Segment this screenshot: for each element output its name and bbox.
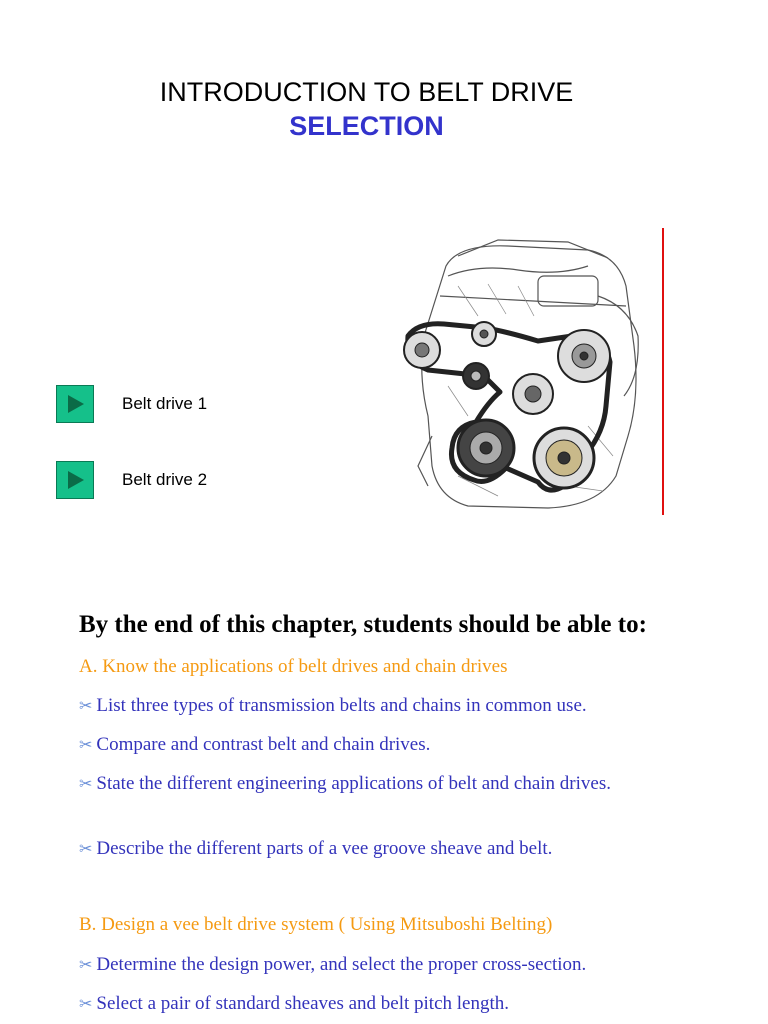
objective-item: ✂ State the different engineering applications of belt and chain drives. <box>79 773 611 794</box>
scissors-icon: ✂ <box>79 996 93 1013</box>
belt-drive-2-label: Belt drive 2 <box>122 470 208 489</box>
scissors-icon: ✂ <box>79 841 93 858</box>
section-a-text: Know the applications of belt drives and chain drives <box>102 656 508 677</box>
belt-drive-1-label: Belt drive 1 <box>122 394 208 413</box>
objective-item: ✂ Select a pair of standard sheaves and belt pitch length. <box>79 993 509 1014</box>
scissors-icon: ✂ <box>79 776 93 793</box>
scissors-icon: ✂ <box>79 698 93 715</box>
belt-drive-1-link[interactable] <box>56 384 207 424</box>
play-arrow-icon[interactable] <box>56 385 94 423</box>
page-subtitle: SELECTION <box>289 111 444 141</box>
section-a-heading <box>79 656 729 678</box>
objective-item: ✂ Describe the different parts of a vee groove sheave and belt. <box>79 838 553 859</box>
objectives-heading: By the end of this chapter, students should be able to: <box>79 611 647 638</box>
engine-belt-drive-illustration <box>388 236 646 512</box>
divider-line <box>662 228 664 515</box>
objective-item: ✂ List three types of transmission belts and chains in common use. <box>79 695 587 716</box>
section-a-label: A. <box>79 656 103 677</box>
objective-item: ✂ Compare and contrast belt and chain drives. <box>79 734 431 755</box>
objective-item: ✂ Determine the design power, and select the proper cross-section. <box>79 954 587 975</box>
section-b-heading: B. Design a vee belt drive system ( Using Mitsuboshi Belting) <box>79 914 553 935</box>
belt-drive-2-link[interactable] <box>56 460 207 500</box>
play-arrow-icon[interactable] <box>56 461 94 499</box>
scissors-icon: ✂ <box>79 957 93 974</box>
scissors-icon: ✂ <box>79 737 93 754</box>
page-title: INTRODUCTION TO BELT DRIVE <box>159 77 574 107</box>
